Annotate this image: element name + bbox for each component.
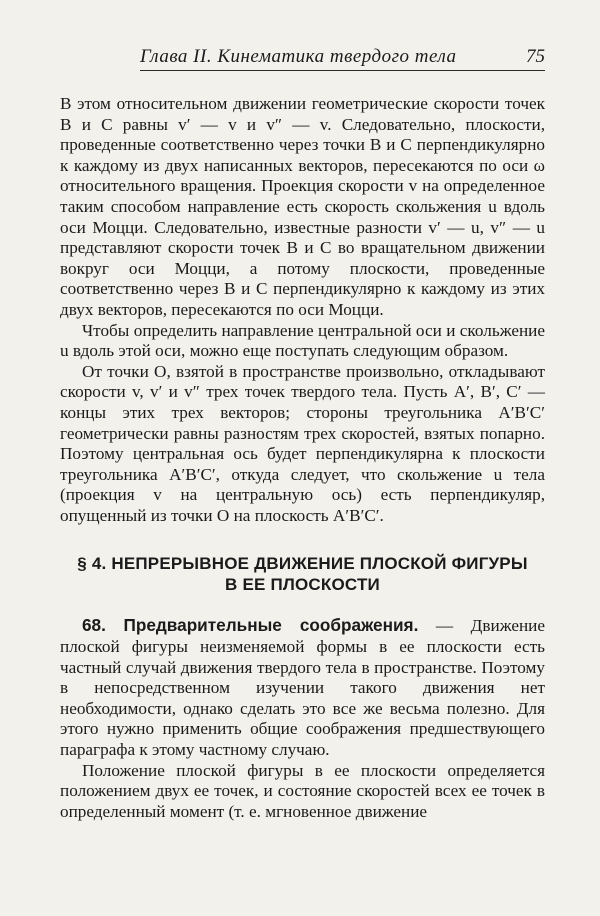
section-heading-line-1: § 4. НЕПРЕРЫВНОЕ ДВИЖЕНИЕ ПЛОСКОЙ ФИГУРЫ (77, 554, 528, 574)
article-68 (60, 615, 545, 760)
article-title: Предварительные соображения. (123, 615, 419, 636)
paragraph-relative-motion: В этом относительном движении геометрические скорости точек B и C равны v′ — v и v″ — v. Следовательно, плоскости, проведенные соответственно через точки B и C перпендикулярно к каждому из двух написанных векторов, пересекаются по оси ω относительного вращения. Проекция скорости v на определенное таким способом направление есть скорость скольжения u вдоль оси Моцци. Следовательно, известные разности v′ — u, v″ — u представляют скорости точек B и C во вращательном движении вокруг оси Моцци, а потому плоскости, проведенные соответственно через B и C перпендикулярно к каждому из этих двух векторов, пересекаются по оси Моцци. (60, 94, 545, 319)
section-heading (60, 553, 545, 595)
page-body (60, 94, 545, 822)
paragraph-velocity-triangle: От точки O, взятой в пространстве произвольно, откладывают скорости v, v′ и v″ трех точек твердого тела. Пусть A′, B′, C′ — концы этих трех векторов; стороны треугольника A′B′C′ геометрически равны разностям трех скоростей, взятых попарно. Поэтому центральная ось будет перпендикулярна к плоскости треугольника A′B′C′, откуда следует, что скольжение u тела (проекция v на центральную ось) есть перпендикуляр, опущенный из точки O на плоскость A′B′C′. (60, 361, 545, 525)
paragraph-central-axis-method: Чтобы определить направление центральной оси и скольжение u вдоль этой оси, можно еще поступать следующим образом. (60, 320, 545, 361)
paragraph-figure-position: Положение плоской фигуры в ее плоскости определяется положением двух ее точек, и состояние скоростей всех ее точек в определенный момент (т. е. мгновенное движение (60, 760, 545, 821)
section-heading-line-2: В ЕЕ ПЛОСКОСТИ (225, 575, 380, 595)
article-text: — Движение плоской фигуры неизменяемой формы в ее плоскости есть частный случай движения твердого тела в пространстве. Поэтому в непосредственном изучении такого движения нет необходимости, однако сделать это все же весьма полезно. Для этого нужно применить общие соображения предшествующего параграфа к этому частному случаю. (60, 616, 546, 760)
article-number: 68. (82, 615, 106, 636)
page-number: 75 (526, 46, 545, 67)
running-title: Глава II. Кинематика твердого тела (140, 46, 457, 67)
running-header (140, 44, 545, 71)
